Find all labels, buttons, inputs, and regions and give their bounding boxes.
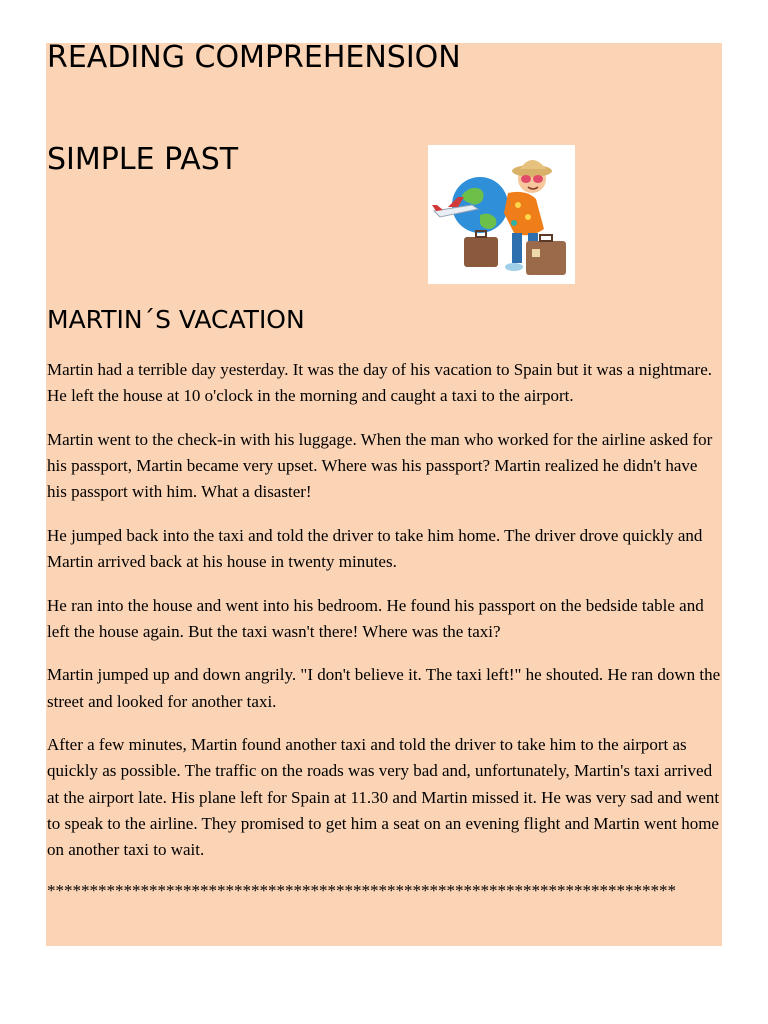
asterisk-separator: **************************************************************************: [47, 881, 676, 900]
story-title: MARTIN´S VACATION: [47, 305, 305, 334]
story-paragraph: Martin jumped up and down angrily. "I don't believe it. The taxi left!" he shouted. He ran down the street and looked for another taxi.: [47, 665, 721, 711]
story-paragraph: After a few minutes, Martin found another taxi and told the driver to take him to the airport as quickly as possible. The traffic on the roads was very bad and, unfortunately, Martin's taxi arrived at the airport late. His plane left for Spain at 11.30 and Martin missed it. He was very sad and went to speak to the airline. They promised to get him a seat on an evening flight and Martin went home on another taxi to wait.: [47, 735, 720, 859]
story-body: [47, 357, 721, 881]
story-paragraph: Martin went to the check-in with his luggage. When the man who worked for the airline asked for his passport, Martin became very upset. Where was his passport? Martin realized he didn't have his passport with him. What a disaster!: [47, 429, 713, 502]
document-title: READING COMPREHENSION: [47, 40, 461, 75]
story-paragraph: Martin had a terrible day yesterday. It was the day of his vacation to Spain but it was a nightmare. He left the house at 10 o'clock in the morning and caught a taxi to the airport.: [47, 360, 713, 406]
story-paragraph: He jumped back into the taxi and told the driver to take him home. The driver drove quickly and Martin arrived back at his house in twenty minutes.: [47, 525, 703, 571]
traveler-with-luggage-icon: [428, 145, 575, 284]
traveler-illustration: [428, 145, 575, 284]
document-subtitle: SIMPLE PAST: [47, 142, 239, 177]
story-paragraph: He ran into the house and went into his bedroom. He found his passport on the bedside table and left the house again. But the taxi wasn't there! Where was the taxi?: [47, 595, 704, 641]
